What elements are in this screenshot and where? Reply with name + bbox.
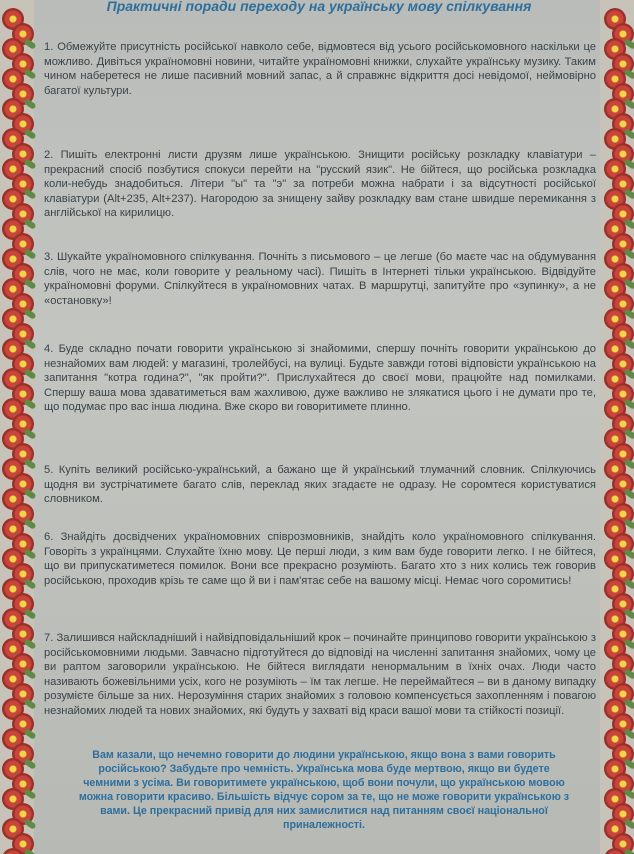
tip-2: 2. Пишіть електронні листи друзям лише українською. Знищити російську розкладку клавіатури – прекрасний спосіб позбутися спокуси перейти на "русский язик". Не бійтеся, що російська розкладка коли-небудь знадобиться. Літери "ы" та "э" за потреби можна набрати і за відсутності російської клавіатури (Alt+235, Alt+237). Нагородою за знищену зайву розкладку вам стане швидше перемикання з англійської на кирилицю.	[44, 149, 596, 220]
tip-7: 7. Залишився найскладніший і найвідповідальніший крок – починайте принципово говорити українською з російськомовними людьми. Завчасно підготуйтеся до відповіді на численні запитання знайомих, чому це ви раптом заговорили українською. Не бійтеся виглядати ненормальним в їхніх очах. Люди часто називають божевільними усіх, кого не розуміють – їм так легше. Не переймайтеся – ви в даному випадку розумієте більше за них. Нерозуміння старих знайомих з головою компенсується захопленням і повагою незнайомих людей та нових знайомих, які будуть у захваті від краси вашої мови та стійкості позиції.	[44, 632, 596, 717]
poster-content	[34, 0, 600, 854]
poster-title: Практичні поради переходу на українську мову спілкування	[106, 0, 532, 14]
tip-6: 6. Знайдіть досвідчених україномовних співрозмовників, знайдіть коло україномовного спілкування. Говоріть з українцями. Слухайте їхню мову. Це перші люди, з ким вам буде говорити легко. І не бійтеся, що ви припускатиметеся помилок. Вони все прекрасно розуміють. Багато хто з них колись теж говорив російською, проходив крізь те саме що й ви і пам'ятає себе на вашому місці. Немає чого соромитись!	[44, 531, 596, 587]
floral-border-right	[600, 0, 634, 854]
closing-note: Вам казали, що нечемно говорити до людини українською, якщо вона з вами говорить російською? Забудьте про чемність. Українська мова буде мертвою, якщо ви будете чемними з усіма. Ви говоритимете українською, щоб вони почули, що українською мовою можна говорити красиво. Більшість відчує сором за те, що не може говорити українською з вами. Це прекрасний привід для них замислитися над питанням своєї національної приналежності.	[78, 749, 570, 831]
floral-border-left	[0, 0, 34, 854]
tip-3: 3. Шукайте україномовного спілкування. Почніть з письмового – це легше (бо маєте час на обдумування слів, чого не має, коли говорите у реальному часі). Пишіть в Інтернеті тільки українською. Відвідуйте україномовні форуми. Спілкуйтеся в україномовних чатах. В маршрутці, запитуйте про «зупинку», а не «остановку»!	[44, 251, 596, 307]
tip-5: 5. Купіть великий російсько-український, а бажано ще й український тлумачний словник. Спілкуючись щодня ви зустрічатимете багато слів, переклад яких згадаєте не одразу. Не соромтеся користуватися словником.	[44, 464, 596, 506]
tip-1: 1. Обмежуйте присутність російської навколо себе, відмовтеся від усього російськомовного наскільки це можливо. Дивіться україномовні новини, читайте україномовні книжки, слухайте українську музику. Таким чином наберетеся не лише пасивний мовний запас, а й справжнє відкриття досі невідомої, неймовірно багатої культури.	[44, 41, 596, 97]
tip-4: 4. Буде складно почати говорити українською зі знайомими, спершу почніть говорити українською до незнайомих вам людей: у магазині, тролейбусі, на вулиці. Будьте завжди готові відповісти українською на запитання "котра година?", "як пройти?". Прислухайтеся до своєї мови, працюйте над помилками. Спершу ваша мова здаватиметься вам жахливою, дуже важливо не злякатися цього і не думати про те, що подумає про вас інша людина. Вже скоро ви говоритимете плинно.	[44, 343, 596, 414]
